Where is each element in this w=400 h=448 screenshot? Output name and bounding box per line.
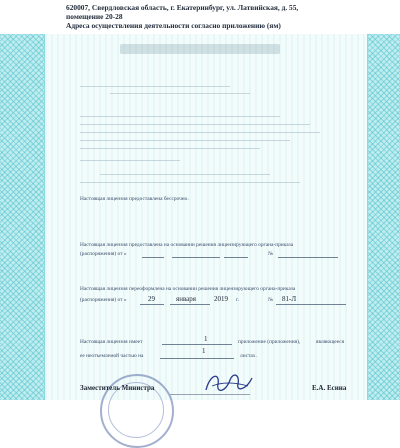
appendix-sheets-rule bbox=[160, 358, 234, 359]
appendix-text-3: являющееся bbox=[316, 339, 345, 345]
granted-date-prefix: (распоряжения) от « bbox=[80, 251, 127, 257]
address-line-1: 620007, Свердловская область, г. Екатеринбург, ул. Латвийская, д. 55, bbox=[66, 3, 299, 12]
ghost-title bbox=[120, 44, 280, 54]
reissued-day-rule bbox=[140, 304, 164, 305]
appendix-count-rule bbox=[162, 344, 232, 345]
reissued-no-label: № bbox=[268, 297, 274, 303]
reissued-year-suffix: г. bbox=[236, 297, 239, 303]
ghost-line bbox=[80, 160, 180, 161]
appendix-text-2: приложение (приложения), bbox=[238, 339, 301, 345]
reissued-month: января bbox=[176, 295, 197, 303]
ghost-line bbox=[80, 124, 310, 125]
ghost-line bbox=[100, 174, 270, 175]
ghost-line bbox=[80, 182, 300, 183]
address-line-2: помещение 20-28 bbox=[66, 12, 123, 21]
signature-rule bbox=[170, 394, 250, 395]
appendix-text-5: листах. bbox=[240, 353, 257, 359]
reissued-year: 2019 bbox=[214, 295, 228, 303]
ghost-line bbox=[110, 93, 250, 94]
appendix-text-1: Настоящая лицензия имеет bbox=[80, 339, 143, 345]
granted-no-label: № bbox=[268, 251, 274, 257]
granted-month-blank bbox=[172, 257, 220, 258]
address-line-3: Адреса осуществления деятельности согласно приложению (ям) bbox=[66, 21, 281, 30]
ghost-line bbox=[80, 132, 320, 133]
granted-basis-text: Настоящая лицензия предоставлена на основании решения лицензирующего органа-приказа bbox=[80, 242, 294, 248]
signatory-position: Заместитель Министра bbox=[80, 384, 155, 392]
ghost-line bbox=[80, 148, 260, 149]
ghost-line bbox=[80, 86, 230, 87]
reissued-basis-text: Настоящая лицензия переоформлена на основании решения лицензирующего органа-приказа bbox=[80, 286, 296, 292]
appendix-sheets: 1 bbox=[202, 347, 206, 355]
reissued-day: 29 bbox=[148, 295, 155, 303]
reissued-no-rule bbox=[276, 304, 346, 305]
ghost-line bbox=[80, 140, 290, 141]
reissued-month-rule bbox=[170, 304, 210, 305]
granted-day-blank bbox=[142, 257, 164, 258]
ghost-line bbox=[80, 116, 280, 117]
license-unlimited-text: Настоящая лицензия предоставлена бессрочно. bbox=[80, 196, 189, 202]
granted-year-blank bbox=[224, 257, 248, 258]
reissued-no: 81-Л bbox=[282, 295, 297, 303]
signatory-name: Е.А. Есина bbox=[312, 384, 347, 392]
reissued-date-prefix: (распоряжения) от « bbox=[80, 297, 127, 303]
appendix-count: 1 bbox=[204, 335, 208, 343]
granted-no-blank bbox=[278, 257, 338, 258]
appendix-text-4: ее неотъемлемой частью на bbox=[80, 353, 144, 359]
license-address bbox=[66, 3, 366, 30]
